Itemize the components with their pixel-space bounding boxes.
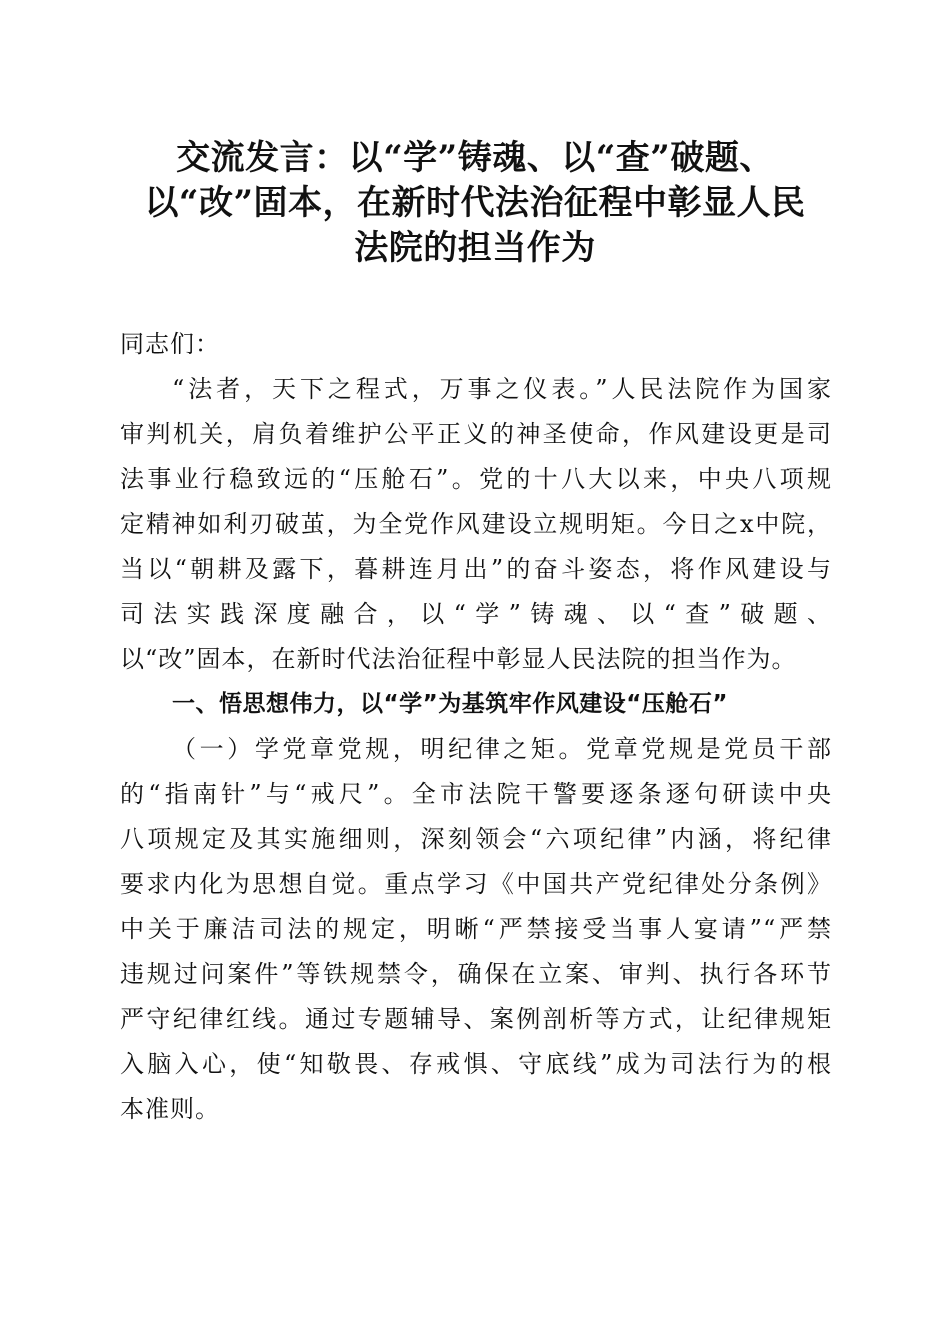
paragraph-line: 当以“朝耕及露下，暮耕连月出”的奋斗姿态，将作风建设与: [120, 555, 832, 583]
salutation: 同志们：: [120, 330, 220, 358]
paragraph-line: 司法实践深度融合，以“学”铸魂、以“查”破题、: [120, 600, 832, 628]
paragraph-line: 法事业行稳致远的“压舱石”。党的十八大以来，中央八项规: [120, 465, 832, 493]
paragraph-line: 审判机关，肩负着维护公平正义的神圣使命，作风建设更是司: [120, 420, 832, 448]
paragraph-line: 本准则。: [120, 1095, 220, 1123]
document-title: [100, 136, 850, 271]
paragraph-line: 的“指南针”与“戒尺”。全市法院干警要逐条逐句研读中央: [120, 780, 832, 808]
title-line: 以“改”固本，在新时代法治征程中彰显人民: [144, 183, 806, 223]
paragraph-line: 违规过问案件”等铁规禁令，确保在立案、审判、执行各环节: [120, 960, 832, 988]
document-body: [120, 322, 832, 1132]
paragraph-line: 入脑入心，使“知敬畏、存戒惧、守底线”成为司法行为的根: [120, 1050, 832, 1078]
paragraph-section-1: [120, 727, 832, 1132]
paragraph-line: 八项规定及其实施细则，深刻领会“六项纪律”内涵，将纪律: [120, 825, 832, 853]
title-line: 法院的担当作为: [354, 228, 596, 268]
paragraph-line: （一）学党章党规，明纪律之矩。党章党规是党员干部: [172, 735, 832, 763]
title-line: 交流发言：以“学”铸魂、以“查”破题、: [176, 138, 774, 178]
paragraph-line: 以“改”固本，在新时代法治征程中彰显人民法院的担当作为。: [120, 645, 797, 673]
paragraph-line: 要求内化为思想自觉。重点学习《中国共产党纪律处分条例》: [120, 870, 832, 898]
section-heading: 一、悟思想伟力，以“学”为基筑牢作风建设“压舱石”: [172, 691, 728, 717]
paragraph-line: 定精神如利刃破茧，为全党作风建设立规明矩。今日之x中院，: [120, 510, 832, 538]
paragraph-line: “法者，天下之程式，万事之仪表。”人民法院作为国家: [172, 375, 832, 403]
paragraph-line: 中关于廉洁司法的规定，明晰“严禁接受当事人宴请”“严禁: [120, 915, 832, 943]
paragraph-intro: [120, 367, 832, 682]
paragraph-line: 严守纪律红线。通过专题辅导、案例剖析等方式，让纪律规矩: [120, 1005, 832, 1033]
